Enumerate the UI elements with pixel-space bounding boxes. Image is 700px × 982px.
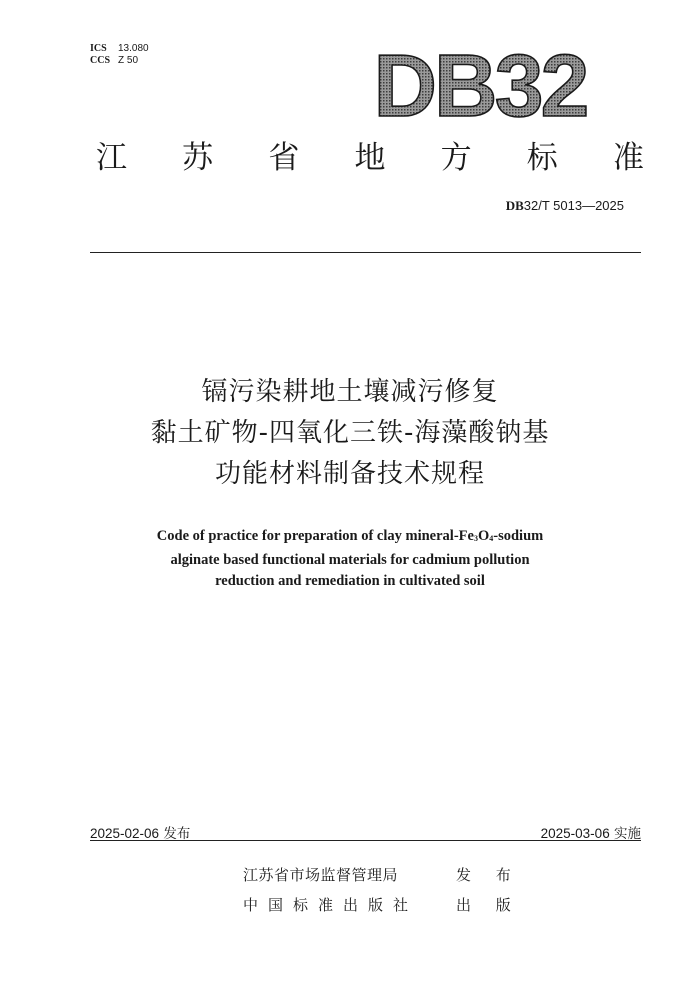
english-title: [0, 526, 700, 593]
standard-type-char: 方: [440, 140, 472, 176]
english-title-line-2: alginate based functional materials for cadmium pollution: [170, 551, 530, 568]
db32-logo-text: DB32: [373, 40, 587, 128]
publisher-orgs: [243, 860, 418, 920]
top-divider: [90, 252, 641, 253]
ics-value: 13.080: [118, 43, 149, 54]
classification-codes: [90, 43, 149, 67]
db32-logo: [362, 40, 598, 128]
implement-date-label: 实施: [614, 826, 641, 842]
standard-type-char: 省: [268, 140, 300, 176]
standard-type-char: 地: [354, 140, 386, 176]
english-title-line-3: reduction and remediation in cultivated soil: [215, 573, 485, 589]
chinese-title-line: 黏土矿物-四氧化三铁-海藻酸钠基: [150, 418, 550, 448]
subscript: 3: [473, 534, 478, 543]
english-title-part: Code of practice for preparation of clay mineral-Fe: [156, 528, 474, 544]
ccs-label: CCS: [90, 55, 111, 66]
implement-date: [541, 822, 641, 842]
implement-date-value: 2025-03-06: [540, 826, 610, 841]
standard-number-rest: 32/T 5013—2025: [523, 198, 624, 213]
english-title-part: -sodium: [493, 528, 544, 544]
ccs-value: Z 50: [118, 55, 139, 66]
standard-type-char: 江: [96, 140, 127, 176]
bottom-divider: [90, 840, 641, 841]
chinese-title-line: 功能材料制备技术规程: [214, 459, 485, 489]
issue-date: [90, 822, 190, 842]
issue-date-label: 发布: [163, 826, 191, 842]
english-title-line-1: [0, 526, 700, 550]
standard-type-char: 标: [526, 140, 558, 176]
ics-line: [90, 43, 149, 55]
standard-type-title: [96, 138, 644, 178]
publisher-org-2: 中国标准出版社: [243, 896, 419, 914]
ccs-line: [90, 55, 149, 67]
publisher-role-1: 发 布: [456, 866, 521, 884]
subscript: 4: [489, 534, 494, 543]
publisher-role-2: 出 版: [456, 896, 521, 914]
standard-number: [506, 198, 624, 214]
chinese-title: [0, 372, 700, 495]
standard-type-char: 苏: [182, 140, 214, 176]
standard-number-prefix: DB: [505, 198, 524, 213]
chinese-title-line: 镉污染耕地土壤减污修复: [201, 377, 499, 407]
issue-date-value: 2025-02-06: [90, 826, 160, 841]
ics-label: ICS: [90, 43, 107, 54]
english-title-part: O: [477, 528, 490, 544]
standard-type-char: 准: [612, 140, 644, 176]
publisher-org-1: 江苏省市场监督管理局: [243, 866, 399, 884]
publisher-roles: [456, 860, 521, 920]
